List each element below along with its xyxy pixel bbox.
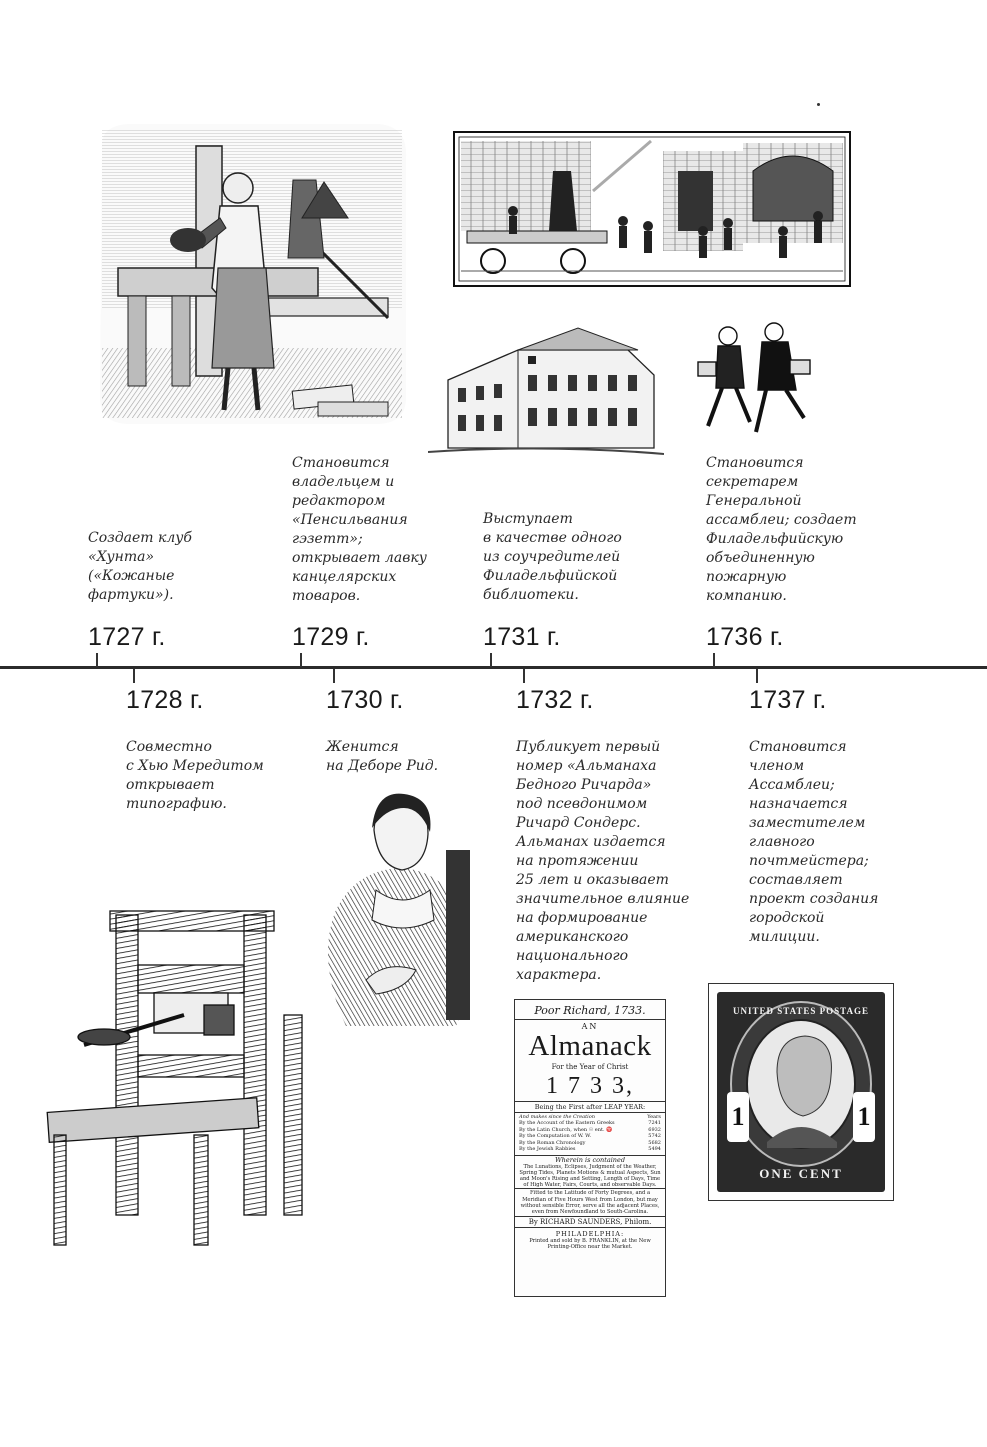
event-1728-description: Совместно с Хью Мередитом открывает типографию. [126, 739, 264, 812]
printer-workshop-engraving [88, 118, 418, 430]
printing-press-engraving [44, 905, 334, 1255]
year-1728: 1728 г. [126, 686, 204, 714]
almanack-row-value: 5682 [648, 1139, 661, 1146]
almanack-row-label: By the Account of the Eastern Greeks [519, 1120, 615, 1126]
almanack-year: 1 7 3 3, [546, 1073, 634, 1099]
almanack-row-value: 7241 [648, 1120, 661, 1126]
almanack-an: AN [581, 1022, 599, 1031]
almanack-author: By RICHARD SAUNDERS, Philom. [515, 1216, 665, 1228]
almanack-header: Poor Richard, 1733. [515, 1004, 665, 1020]
almanack-wherein: Wherein is contained [515, 1155, 665, 1164]
event-1737-description: Становится членом Ассамблеи; назначается заместителем главного почтмейстера; составляет проект создания городской милиции. [749, 739, 879, 945]
almanack-row-value: 6932 [648, 1126, 661, 1133]
event-1731-description: Выступает в качестве одного из соучредителей Филадельфийской библиотеки. [483, 511, 622, 603]
almanack-row-value: 5494 [648, 1146, 661, 1152]
event-1732-description: Публикует первый номер «Альманаха Бедного Ричарда» под псевдонимом Ричард Сондерс. Альманах издается на протяжении 25 лет и оказывает значительное влияние на формирование американского национального характера. [516, 739, 690, 983]
almanack-title-page [514, 999, 666, 1297]
stamp-numeral-right: 1 [857, 1102, 871, 1131]
tick-1730 [333, 669, 335, 683]
tick-1729 [300, 653, 302, 667]
tick-1727 [96, 653, 98, 667]
tick-1732 [523, 669, 525, 683]
almanack-row-label: By the Latin Church, when ☉ ent. ♈ [519, 1126, 613, 1133]
tick-1731 [490, 653, 492, 667]
almanack-years-label: Years [647, 1114, 661, 1120]
library-building-engraving [428, 320, 664, 460]
year-1730: 1730 г. [326, 686, 404, 714]
almanack-fitted: Fitted to the Latitude of Forty Degrees, and a Meridian of Five Hours West from London, but may without sensible Error, serve all the adjacent Places, even from Newfoundland to South-Carolina. [515, 1188, 665, 1216]
year-1731: 1731 г. [483, 623, 561, 651]
stamp-bottom-text: ONE CENT [759, 1166, 843, 1181]
tick-1728 [133, 669, 135, 683]
running-firemen-engraving [692, 318, 822, 440]
almanack-row-label: By the Computation of W. W. [519, 1133, 592, 1139]
tick-1737 [756, 669, 758, 683]
decorative-dot [817, 103, 820, 106]
year-1732: 1732 г. [516, 686, 594, 714]
stamp-top-text: UNITED STATES POSTAGE [732, 1006, 870, 1016]
stamp-numeral-left: 1 [731, 1102, 745, 1131]
almanack-contents: The Lunations, Eclipses, Judgment of the Weather, Spring Tides, Planets Motions & mutual Aspects, Sun and Moon's Rising and Setting, Length of Days, Time of High Water, Fairs, Courts, and observable Days. [519, 1163, 661, 1189]
almanack-row-value: 5742 [648, 1133, 661, 1139]
deborah-read-portrait [316, 790, 476, 1028]
almanack-city: PHILADELPHIA: [555, 1230, 625, 1239]
year-1736: 1736 г. [706, 623, 784, 651]
almanack-title: Almanack [528, 1030, 652, 1062]
almanack-for-year: For the Year of Christ [551, 1063, 629, 1071]
tick-1736 [713, 653, 715, 667]
year-1737: 1737 г. [749, 686, 827, 714]
event-1736-description: Становится секретарем Генеральной ассамблеи; создает Филадельфийскую объединенную пожарную компанию. [706, 455, 857, 604]
year-1727: 1727 г. [88, 623, 166, 651]
event-1727-description: Создает клуб «Хунта» («Кожаные фартуки»). [88, 530, 192, 603]
almanack-leap: Being the First after LEAP YEAR: [515, 1101, 665, 1113]
almanack-row-label: By the Jewish Rabbies [519, 1146, 576, 1152]
timeline-axis [0, 666, 987, 669]
year-1729: 1729 г. [292, 623, 370, 651]
fire-brigade-engraving [453, 131, 851, 287]
stamp-portrait-icon [717, 992, 885, 1192]
almanack-and-since: And makes since the Creation [519, 1114, 595, 1120]
almanack-printer: Printed and sold by B. FRANKLIN, at the New Printing-Office near the Market. [529, 1238, 651, 1251]
event-1730-description: Женится на Деборе Рид. [326, 739, 439, 774]
event-1729-description: Становится владельцем и редактором «Пенсильвания гэзетт»; открывает лавку канцелярских товаров. [292, 455, 427, 604]
almanack-row-label: By the Roman Chronology [519, 1139, 586, 1146]
franklin-postage-stamp [708, 983, 894, 1201]
